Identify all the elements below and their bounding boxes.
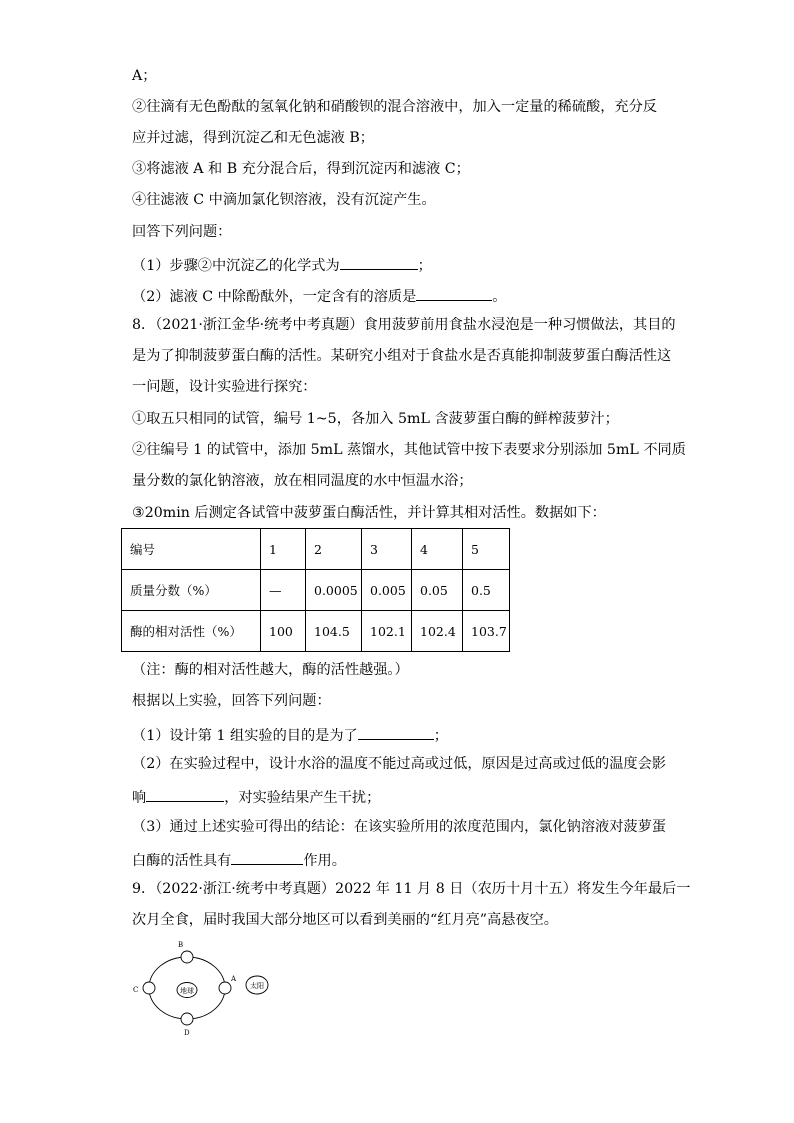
table-cell: 102.1 <box>362 611 412 652</box>
table-cell: 100 <box>261 611 306 652</box>
q9-intro-line2: 次月全食，届时我国大部分地区可以看到美丽的“红月亮”高悬夜空。 <box>132 912 558 928</box>
q8-intro-line1: 8．（2021·浙江金华·统考中考真题）食用菠萝前用食盐水浸泡是一种习惯做法，其目的 <box>132 317 676 333</box>
q8-step3: ③20min 后测定各试管中菠萝蛋白酶活性，并计算其相对活性。数据如下： <box>132 505 606 521</box>
moon-position-a <box>219 982 231 994</box>
q7-step2-line1: ②往滴有无色酚酞的氢氧化钠和硝酸钡的混合溶液中，加入一定量的稀硫酸，充分反 <box>132 99 657 115</box>
table-cell: 0.0005 <box>306 570 362 611</box>
table-cell: 0.05 <box>412 570 463 611</box>
table-row <box>122 529 510 570</box>
table-cell: 3 <box>362 529 412 570</box>
q7-sub2-blank[interactable] <box>416 284 492 301</box>
q8-step1: ①取五只相同的试管，编号 1~5，各加入 5mL 含菠萝蛋白酶的鲜榨菠萝汁； <box>132 411 619 427</box>
q7-line-a: A； <box>132 68 157 84</box>
q8-sub3-line2 <box>132 848 346 871</box>
q8-sub3-blank[interactable] <box>231 848 303 865</box>
table-cell: 2 <box>306 529 362 570</box>
table-cell: 103.7 <box>463 611 510 652</box>
table-row <box>122 570 510 611</box>
label-d: D <box>184 1029 190 1037</box>
q8-intro-line3: 一问题，设计实验进行探究： <box>132 379 317 395</box>
q8-sub3-text: 白酶的活性具有 <box>132 853 232 869</box>
enzyme-activity-table <box>121 528 510 652</box>
q8-sub2-line1: （2）在实验过程中，设计水浴的温度不能过高或过低，原因是过高或过低的温度会影 <box>132 756 666 772</box>
q7-step3: ③将滤液 A 和 B 充分混合后，得到沉淀丙和滤液 C； <box>132 161 470 177</box>
moon-position-b <box>181 951 193 963</box>
q8-answer-prompt: 根据以上实验，回答下列问题： <box>132 693 331 709</box>
q8-sub2-blank[interactable] <box>146 785 224 802</box>
q8-step2-line1: ②往编号 1 的试管中，添加 5mL 蒸馏水，其他试管中按下表要求分别添加 5mL 不同质 <box>132 442 686 458</box>
q8-sub1-text: （1）设计第 1 组实验的目的是为了 <box>132 728 358 744</box>
q8-sub2-text: 响 <box>132 790 147 806</box>
q8-sub1 <box>132 723 448 746</box>
q8-sub3-end: 作用。 <box>303 853 346 869</box>
table-row <box>122 611 510 652</box>
q8-sub2-line2 <box>132 785 380 808</box>
table-cell: 5 <box>463 529 510 570</box>
label-a: A <box>231 975 237 983</box>
moon-position-c <box>143 982 155 994</box>
q8-intro-line2: 是为了抑制菠萝蛋白酶的活性。某研究小组对于食盐水是否真能抑制菠萝蛋白酶活性这 <box>132 348 672 364</box>
table-cell: 0.5 <box>463 570 510 611</box>
q7-step4: ④往滤液 C 中滴加氯化钡溶液，没有沉淀产生。 <box>132 192 436 208</box>
q8-sub1-blank[interactable] <box>358 723 434 740</box>
q7-answer-prompt: 回答下列问题： <box>132 224 232 240</box>
earth-label: 地球 <box>180 987 194 995</box>
table-cell: 104.5 <box>306 611 362 652</box>
q8-sub2-end: ，对实验结果产生干扰； <box>224 790 381 806</box>
label-b: B <box>178 941 184 949</box>
q7-sub2 <box>132 284 506 307</box>
table-cell: 102.4 <box>412 611 463 652</box>
q7-sub1-end: ； <box>417 258 432 274</box>
moon-position-d <box>181 1013 193 1025</box>
q7-sub1-text: （1）步骤②中沉淀乙的化学式为 <box>132 258 340 274</box>
table-cell: 酶的相对活性（%） <box>122 611 261 652</box>
table-cell: 0.005 <box>362 570 412 611</box>
sun-label: 太阳 <box>250 982 264 990</box>
q7-sub1-blank[interactable] <box>340 253 418 270</box>
q7-sub1 <box>132 253 432 276</box>
table-cell: 4 <box>412 529 463 570</box>
label-c: C <box>133 986 139 994</box>
table-cell: 质量分数（%） <box>122 570 261 611</box>
q8-sub3-line1: （3）通过上述实验可得出的结论：在该实验所用的浓度范围内，氯化钠溶液对菠萝蛋 <box>132 819 666 835</box>
q7-sub2-end: 。 <box>492 289 507 305</box>
q7-step2-line2: 应并过滤，得到沉淀乙和无色滤液 B； <box>132 130 374 146</box>
table-cell: 1 <box>261 529 306 570</box>
table-cell: — <box>261 570 306 611</box>
q7-sub2-text: （2）滤液 C 中除酚酞外，一定含有的溶质是 <box>132 289 417 305</box>
q9-intro-line1: 9．（2022·浙江·统考中考真题）2022 年 11 月 8 日（农历十月十五）将发生今年最后一 <box>132 881 691 897</box>
q8-sub1-end: ； <box>433 728 448 744</box>
moon-orbit-diagram <box>124 935 284 1040</box>
q8-step2-line2: 量分数的氯化钠溶液，放在相同温度的水中恒温水浴； <box>132 473 473 489</box>
q8-note: （注：酶的相对活性越大，酶的活性越强。） <box>132 662 409 678</box>
table-cell: 编号 <box>122 529 261 570</box>
